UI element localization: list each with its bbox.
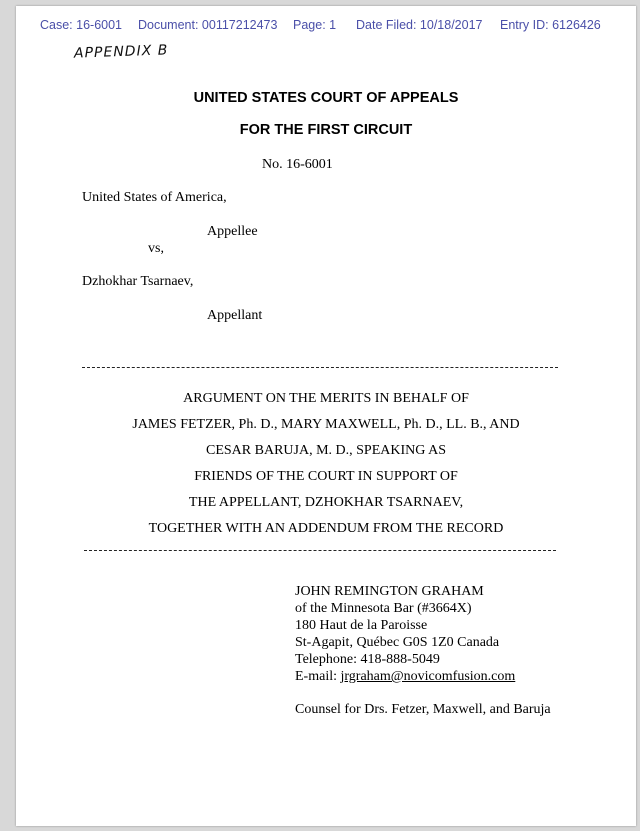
email-label: E-mail: (295, 669, 341, 684)
plaintiff-name: United States of America, (82, 190, 227, 205)
court-circuit: FOR THE FIRST CIRCUIT (239, 122, 413, 138)
top-divider (82, 367, 558, 368)
title-line-3: CESAR BARUJA, M. D., SPEAKING AS (206, 443, 446, 458)
title-line-4: FRIENDS OF THE COURT IN SUPPORT OF (194, 469, 458, 484)
entry-id: Entry ID: 6126426 (500, 18, 601, 32)
title-line-6: TOGETHER WITH AN ADDENDUM FROM THE RECORD (148, 521, 504, 536)
counsel-bar: of the Minnesota Bar (#3664X) (295, 601, 472, 616)
title-line-2: JAMES FETZER, Ph. D., MARY MAXWELL, Ph. D., LL. B., AND (132, 417, 520, 432)
counsel-address-2: St-Agapit, Québec G0S 1Z0 Canada (295, 635, 500, 650)
counsel-address-1: 180 Haut de la Paroisse (295, 618, 428, 633)
date-filed: Date Filed: 10/18/2017 (356, 18, 483, 32)
counsel-name: JOHN REMINGTON GRAHAM (295, 584, 484, 599)
document-number: Document: 00117212473 (138, 18, 278, 32)
defendant-name: Dzhokhar Tsarnaev, (82, 274, 194, 289)
counsel-email-line (295, 669, 515, 685)
counsel-telephone: Telephone: 418-888-5049 (295, 652, 440, 667)
plaintiff-role: Appellee (207, 224, 258, 239)
email-link[interactable]: jrgraham@novicomfusion.com (340, 669, 516, 684)
counsel-role: Counsel for Drs. Fetzer, Maxwell, and Baruja (295, 702, 551, 717)
document-page (16, 6, 636, 826)
title-line-5: THE APPELLANT, DZHOKHAR TSARNAEV, (188, 495, 464, 510)
docket-number: No. 16-6001 (262, 157, 333, 172)
handwritten-appendix-label: APPENDIX B (73, 42, 169, 62)
versus-label: vs, (148, 241, 164, 256)
defendant-role: Appellant (207, 308, 263, 323)
page-number: Page: 1 (293, 18, 337, 32)
case-number: Case: 16-6001 (40, 18, 123, 32)
bottom-divider (84, 550, 556, 551)
title-line-1: ARGUMENT ON THE MERITS IN BEHALF OF (183, 391, 469, 406)
court-name: UNITED STATES COURT OF APPEALS (193, 90, 459, 106)
